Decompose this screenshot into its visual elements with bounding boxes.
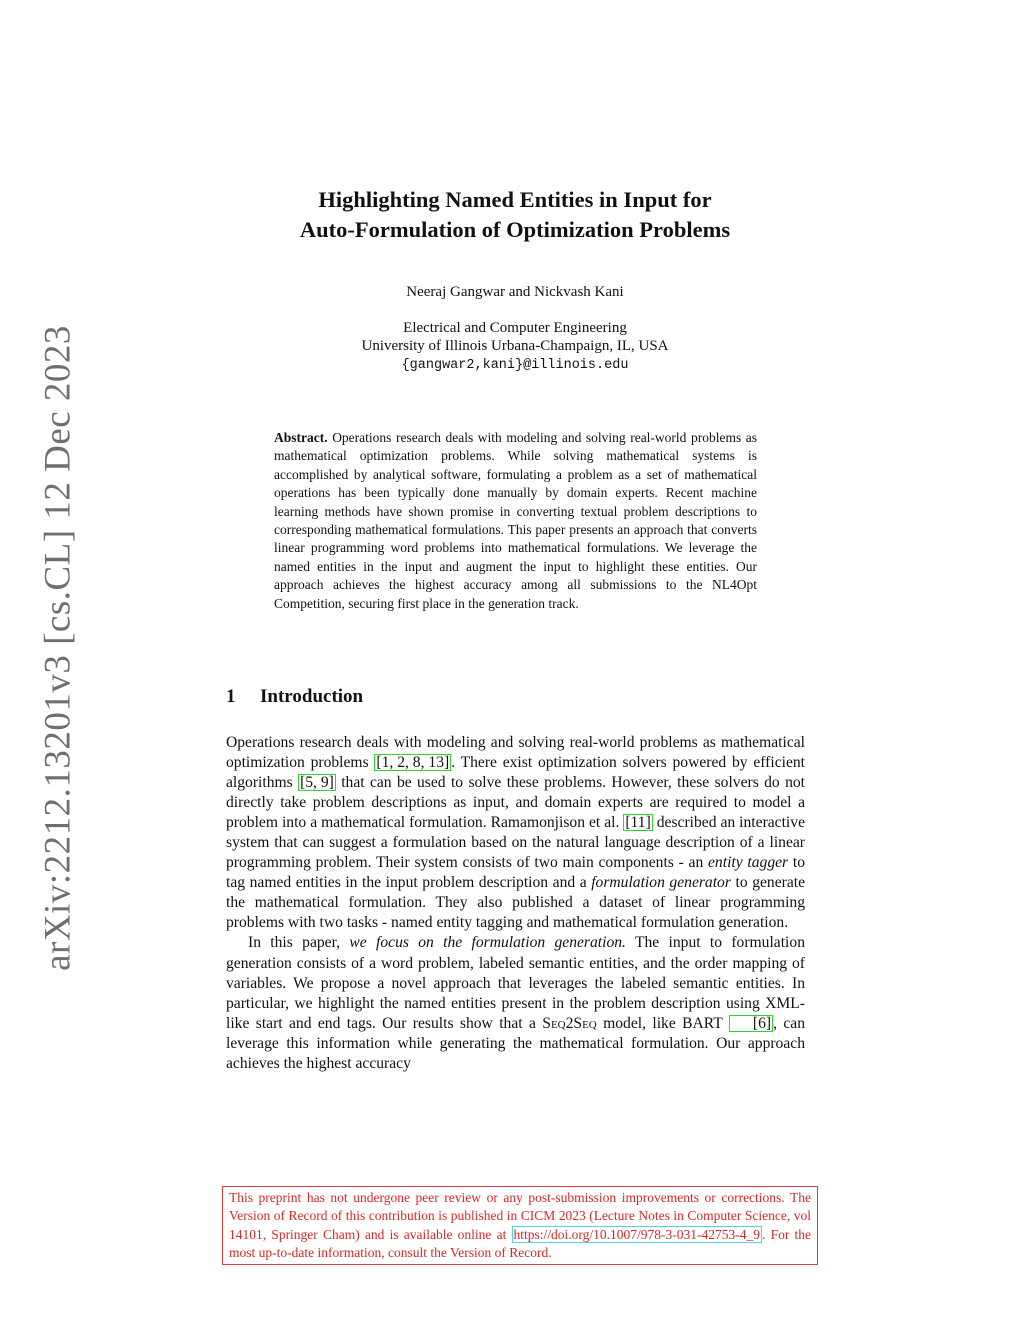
doi-link[interactable]: https://doi.org/10.1007/978-3-031-42753-4_9 [513,1226,761,1242]
model-name: Seq2Seq [542,1014,597,1032]
paragraph-2 [226,933,805,1073]
text-run: , can leverage this information while generating the mathematical formulation. Our approach achieves the highest accuracy [226,1014,805,1072]
text-run: described an interactive system that can suggest a formulation based on the natural language description of a linear programming problem. Their system consists of two main components - an [226,814,805,872]
affiliation-university: University of Illinois Urbana-Champaign, IL, USA [361,338,669,354]
abstract-text: Operations research deals with modeling and solving real-world problems as mathematical optimization problems. While solving mathematical systems is accomplished by analytical software, formulating a problem as a set of mathematical operations has been typically done manually by domain experts. Recent machine learning methods have shown promise in converting textual problem descriptions to corresponding mathematical formulations. This paper presents an approach that converts linear programming word problems into mathematical formulations. We leverage the named entities in the input and augment the input to highlight these entities. Our approach achieves the highest accuracy among all submissions to the NL4Opt Competition, securing first place in the generation track. [274,430,758,611]
section-number: 1 [226,686,236,707]
citation-link[interactable]: [1, 2, 8, 13] [376,754,450,772]
paper-title [230,185,800,245]
text-run: model, like BART [596,1014,729,1032]
authors: Neeraj Gangwar and Nickvash Kani [406,284,624,300]
title-line-2: Auto-Formulation of Optimization Problems [299,217,731,242]
citation-link[interactable]: [6] [729,1015,773,1032]
text-run: . There exist optimization solvers powered by efficient algorithms [226,754,806,792]
emphasis: formulation generator [591,874,731,892]
affiliation-department: Electrical and Computer Engineering [403,320,627,336]
section-title: Introduction [260,686,364,707]
text-run: Operations research deals with modeling and solving real-world problems as mathematical optimization problems [226,734,805,772]
citation-link[interactable]: [5, 9] [300,774,334,792]
text-run: The input to formulation generation consists of a word problem, labeled semantic entities, and the order mapping of variables. We propose a novel approach that leverages the labeled semantic entities. In particular, we highlight the named entities present in the problem description using XML-like start and end tags. Our results show that a [226,934,805,1032]
preprint-notice [222,1186,818,1265]
emphasis: entity tagger [708,854,789,872]
introduction-body [226,733,805,1074]
citation-link[interactable]: [11] [625,814,651,832]
abstract [274,429,757,613]
author-email: {gangwar2,kani}@illinois.edu [401,358,629,373]
text-run: that can be used to solve these problems. However, these solvers do not directly take problem descriptions as input, and domain experts are required to model a problem into a mathematical formulation. Ramamonjison et al. [226,774,805,832]
abstract-label: Abstract. [274,430,328,445]
notice-text: . For the most up-to-date information, consult the Version of Record. [229,1226,811,1260]
text-run: In this paper, [248,934,350,952]
arxiv-identifier: arXiv:2212.13201v3 [cs.CL] 12 Dec 2023 [37,325,79,971]
text-run: to tag named entities in the input problem description and a [226,854,806,892]
title-line-1: Highlighting Named Entities in Input for [318,187,712,212]
emphasis: we focus on the formulation generation. [349,934,626,952]
text-run: to generate the mathematical formulation. They also published a dataset of linear programming problems with two tasks - named entity tagging and mathematical formulation generation. [226,874,805,932]
notice-text: This preprint has not undergone peer review or any post-submission improvements or corrections. The Version of Record of this contribution is published in CICM 2023 (Lecture Notes in Computer Science, vol 14101, Springer Cham) and is available online at [229,1190,811,1242]
section-heading [226,686,363,708]
paragraph-1 [226,733,805,933]
